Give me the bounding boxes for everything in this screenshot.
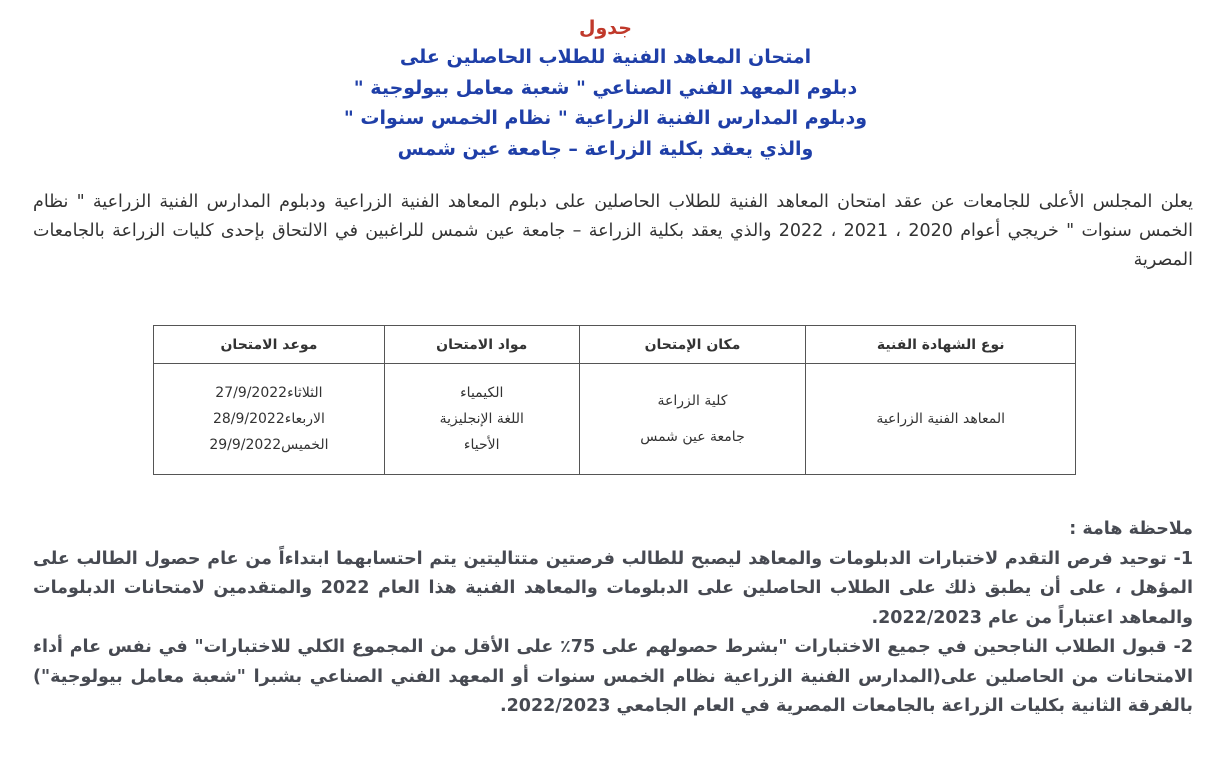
header-dates: موعد الامتحان: [154, 326, 385, 364]
exam-date: الاربعاء28/9/2022: [212, 411, 325, 427]
cell-location: [579, 364, 806, 475]
header-subjects: مواد الامتحان: [384, 326, 579, 364]
note-item-2: 2- قبول الطلاب الناجحين في جميع الاختبارات "بشرط حصولهم على 75٪ على الأقل من المجموع الكلي للاختبارات" في نفس عام أداء الامتحانات من الحاصلين على(المدارس الفنية الزراعية نظام الخمس سنوات أو المعهد الفني الصناعي بشبرا "شعبة معامل بيولوجية") بالفرقة الثانية بكليات الزراعة بالجامعات المصرية في العام الجامعي 2022/2023.: [33, 637, 1193, 716]
location-line: جامعة عين شمس: [640, 429, 745, 445]
header-certificate-type: نوع الشهادة الفنية: [806, 326, 1076, 364]
intro-paragraph: يعلن المجلس الأعلى للجامعات عن عقد امتحان المعاهد الفنية للطلاب الحاصلين على دبلوم المعاهد الفنية الزراعية ودبلوم المدارس الفنية الزراعية " نظام الخمس سنوات " خريجي أعوام 2020 ، 2021 ، 2022 والذي يعقد بكلية الزراعة – جامعة عين شمس للراغبين في الالتحاق بإحدى كليات الزراعة بالجامعات المصرية: [33, 192, 1193, 270]
location-line: كلية الزراعة: [657, 393, 728, 409]
exam-date: الخميس29/9/2022: [209, 437, 329, 453]
cell-certificate-type: المعاهد الفنية الزراعية: [806, 364, 1076, 475]
title-block: [0, 14, 1211, 164]
title-line-3: ودبلوم المدارس الفنية الزراعية " نظام الخمس سنوات ": [343, 107, 868, 129]
doc-heading: جدول: [579, 17, 632, 39]
title-line-2: دبلوم المعهد الفني الصناعي " شعبة معامل بيولوجية ": [353, 76, 858, 99]
title-line-4: والذي يعقد بكلية الزراعة – جامعة عين شمس: [397, 137, 814, 160]
subject-item: الأحياء: [463, 437, 500, 453]
notes-heading: ملاحظة هامة :: [1069, 519, 1193, 539]
subject-item: اللغة الإنجليزية: [439, 411, 524, 427]
exam-date: الثلاثاء27/9/2022: [215, 385, 323, 401]
cell-subjects: [384, 364, 579, 475]
table-header-row: [154, 326, 1076, 364]
subject-item: الكيمياء: [460, 385, 504, 401]
exam-schedule-table: [153, 325, 1076, 475]
table-row: [154, 364, 1076, 475]
note-item-1: 1- توحيد فرص التقدم لاختبارات الدبلومات والمعاهد ليصبح للطالب فرصتين متتاليتين يتم احتسابهما ابتداءاً من عام حصول الطالب على المؤهل ، على أن يطبق ذلك على الطلاب الحاصلين على الدبلومات والمعاهد الفنية هذا العام 2022 والمتقدمين لامتحانات الدبلومات والمعاهد اعتباراً من عام 2022/2023.: [33, 548, 1193, 628]
cell-dates: [154, 364, 385, 475]
title-line-1: امتحان المعاهد الفنية للطلاب الحاصلين على: [399, 46, 812, 68]
header-location: مكان الإمتحان: [579, 326, 806, 364]
important-notes: [33, 515, 1193, 722]
